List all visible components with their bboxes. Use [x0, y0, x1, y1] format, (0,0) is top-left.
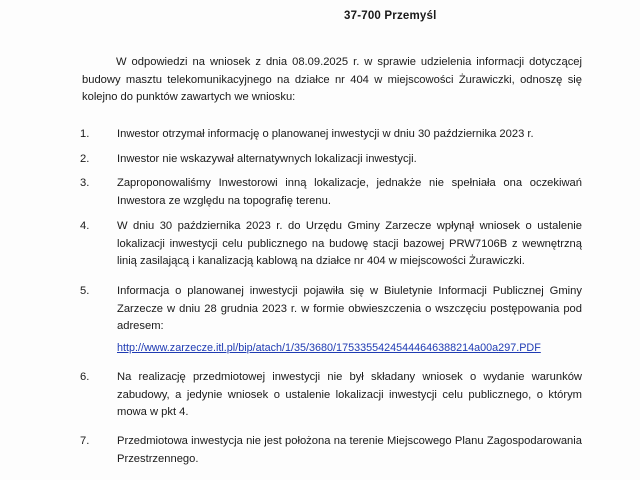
list-item: [80, 218, 582, 271]
list-item-number: 4.: [80, 220, 90, 232]
list-item-number: 3.: [80, 177, 90, 189]
list-item: [80, 151, 582, 169]
list-item-number: 6.: [80, 371, 90, 383]
list-item-text: Na realizację przedmiotowej inwestycji nie był składany wniosek o wydanie warunków zabudowy, a jedynie wniosek o ustalenie lokalizacji inwestycji celu publicznego, o którym mowa w pkt 4.: [117, 371, 582, 418]
list-item: [80, 283, 582, 357]
list-item-text: W dniu 30 października 2023 r. do Urzędu Gminy Zarzecze wpłynął wniosek o ustalenie lokalizacji inwestycji celu publicznego na budowę stacji bazowej PRW7106B z wewnętrzną linią zasilającą i kanalizacją kablową na działce nr 404 w miejscowości Żurawiczki.: [117, 220, 582, 267]
list-item: [80, 126, 582, 144]
list-item-number: 5.: [80, 285, 90, 297]
list-item-text: Zaproponowaliśmy Inwestorowi inną lokalizacje, jednakże nie spełniała ona oczekiwań Inwestora ze względu na topografię terenu.: [117, 177, 582, 207]
list-item: [80, 175, 582, 210]
intro-paragraph: W odpowiedzi na wniosek z dnia 08.09.2025 r. w sprawie udzielenia informacji dotyczącej budowy masztu telekomunikacyjnego na działce nr 404 w miejscowości Żurawiczki, odnoszę się kolejno do punktów zawartych we wniosku:: [82, 56, 582, 103]
list-item-text: Przedmiotowa inwestycja nie jest położona na terenie Miejscowego Planu Zagospodarowania Przestrzennego.: [117, 435, 582, 465]
obwieszczenie-link[interactable]: http://www.zarzecze.itl.pl/bip/atach/1/35/3680/17533554245444646388214a00a297.PDF: [117, 341, 541, 354]
list-item-text: Inwestor nie wskazywał alternatywnych lokalizacji inwestycji.: [117, 153, 417, 165]
list-item-number: 1.: [80, 128, 90, 140]
list-item: [80, 433, 582, 468]
list-item-number: 7.: [80, 435, 90, 447]
address-line: 37-700 Przemyśl: [344, 10, 437, 22]
list-item: [80, 369, 582, 422]
list-item-text: Inwestor otrzymał informację o planowanej inwestycji w dniu 30 października 2023 r.: [117, 128, 534, 140]
list-item-text-body: Informacja o planowanej inwestycji pojawiła się w Biuletynie Informacji Publicznej Gminy Zarzecze w dniu 28 grudnia 2023 r. w formie obwieszczenia o wszczęciu postępowania pod adresem:: [117, 285, 582, 332]
list-item-number: 2.: [80, 153, 90, 165]
list-item-text: [117, 283, 582, 357]
